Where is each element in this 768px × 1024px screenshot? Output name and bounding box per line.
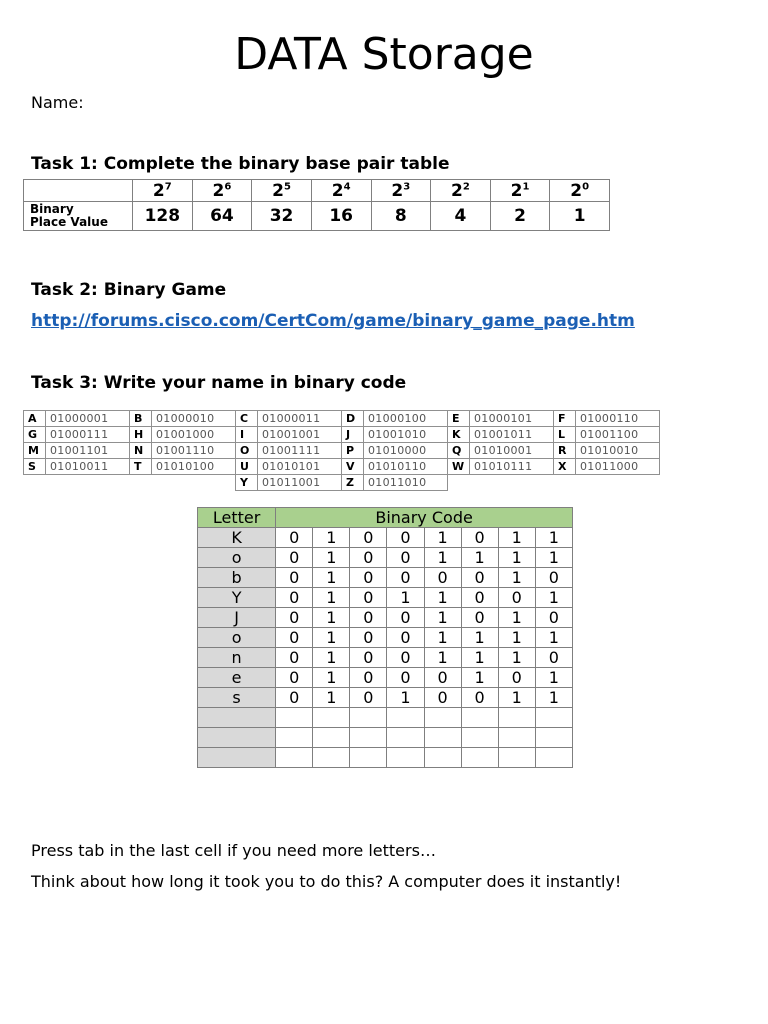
power-header-cell: $2^1$ [490,180,550,202]
bit-cell[interactable]: 1 [313,528,350,548]
ascii-letter: Z [342,475,364,491]
place-value-corner-cell[interactable] [24,180,133,202]
bit-cell[interactable]: 0 [387,608,424,628]
table-row [198,588,573,608]
letter-column-header: Letter [198,508,276,528]
ascii-letter: M [24,443,46,459]
bit-cell[interactable]: 0 [461,568,498,588]
bit-cell[interactable]: 1 [498,548,535,568]
bit-cell[interactable]: 1 [498,568,535,588]
bit-cell[interactable]: 0 [461,588,498,608]
table-row [198,668,573,688]
ascii-code: 01010111 [470,459,554,475]
bit-cell[interactable]: 0 [350,528,387,548]
ascii-letter: P [342,443,364,459]
ascii-code [152,475,236,491]
ascii-letter: C [236,411,258,427]
bit-cell[interactable]: 1 [313,588,350,608]
bit-cell[interactable] [461,748,498,768]
letter-cell[interactable]: n [198,648,276,668]
bit-cell[interactable]: 1 [498,608,535,628]
letter-cell[interactable]: s [198,688,276,708]
ascii-row [24,411,660,427]
ascii-code: 01010101 [258,459,342,475]
power-header-cell: $2^3$ [371,180,431,202]
place-value-cell[interactable]: 128 [133,202,193,231]
ascii-code: 01001011 [470,427,554,443]
ascii-letter: Y [236,475,258,491]
ascii-code: 01001100 [576,427,660,443]
bit-cell[interactable]: 0 [276,608,313,628]
ascii-code: 01001111 [258,443,342,459]
bit-cell[interactable]: 0 [461,608,498,628]
ascii-code: 01000011 [258,411,342,427]
bit-cell[interactable]: 0 [424,568,461,588]
bit-cell[interactable]: 0 [350,588,387,608]
bit-cell[interactable]: 1 [461,648,498,668]
bit-cell[interactable]: 0 [461,688,498,708]
bit-cell[interactable]: 0 [461,528,498,548]
place-value-cell[interactable]: 16 [311,202,371,231]
bit-cell[interactable]: 1 [535,528,572,548]
place-value-cell[interactable]: 1 [550,202,610,231]
ascii-code: 01011001 [258,475,342,491]
bit-cell[interactable]: 0 [350,688,387,708]
letter-cell[interactable] [198,708,276,728]
bit-cell[interactable]: 1 [313,648,350,668]
power-header-cell: $2^5$ [252,180,312,202]
bit-cell[interactable]: 0 [276,528,313,548]
ascii-code: 01001000 [152,427,236,443]
bit-cell[interactable]: 1 [313,668,350,688]
table-row [198,728,573,748]
ascii-letter: N [130,443,152,459]
bit-cell[interactable]: 0 [276,648,313,668]
bit-cell[interactable]: 0 [350,608,387,628]
bit-cell[interactable]: 0 [350,548,387,568]
bit-cell[interactable]: 1 [498,528,535,548]
ascii-letter: X [554,459,576,475]
bit-cell[interactable]: 1 [387,688,424,708]
bit-cell[interactable]: 1 [424,628,461,648]
table-row [198,628,573,648]
ascii-row [24,459,660,475]
ascii-code [576,475,660,491]
bit-cell[interactable]: 1 [498,648,535,668]
bit-cell[interactable] [535,728,572,748]
bit-cell[interactable]: 0 [424,688,461,708]
binary-game-link[interactable]: http://forums.cisco.com/CertCom/game/binary_game_page.htm [31,311,635,331]
ascii-code: 01010001 [470,443,554,459]
bit-cell[interactable] [387,708,424,728]
bit-cell[interactable] [461,728,498,748]
bit-cell[interactable] [424,708,461,728]
table-row [198,528,573,548]
ascii-code: 01001101 [46,443,130,459]
task3-heading: Task 3: Write your name in binary code [31,373,407,393]
ascii-code: 01000110 [576,411,660,427]
bit-cell[interactable]: 0 [276,668,313,688]
binary-code-column-header: Binary Code [276,508,573,528]
bit-cell[interactable]: 0 [276,588,313,608]
bit-cell[interactable]: 1 [535,588,572,608]
place-value-table [23,179,610,231]
bit-cell[interactable]: 0 [387,568,424,588]
place-value-cell[interactable]: 8 [371,202,431,231]
bit-cell[interactable] [276,748,313,768]
ascii-letter: E [448,411,470,427]
bit-cell[interactable]: 1 [535,628,572,648]
ascii-code: 01010110 [364,459,448,475]
letter-cell[interactable]: e [198,668,276,688]
bit-cell[interactable] [350,708,387,728]
table-row [198,748,573,768]
letter-cell[interactable]: o [198,548,276,568]
bit-cell[interactable] [498,748,535,768]
bit-cell[interactable]: 1 [424,608,461,628]
ascii-letter: S [24,459,46,475]
bit-cell[interactable]: 1 [461,628,498,648]
ascii-letter: U [236,459,258,475]
table-row [198,548,573,568]
ascii-letter: Q [448,443,470,459]
bit-cell[interactable]: 1 [387,588,424,608]
bit-cell[interactable] [350,748,387,768]
place-value-cell[interactable]: 64 [192,202,252,231]
bit-cell[interactable] [387,748,424,768]
bit-cell[interactable] [424,728,461,748]
ascii-letter: I [236,427,258,443]
bit-cell[interactable]: 0 [498,588,535,608]
bit-cell[interactable]: 1 [535,688,572,708]
ascii-letter: J [342,427,364,443]
table-row [198,648,573,668]
bit-cell[interactable]: 1 [498,628,535,648]
power-header-cell: $2^4$ [311,180,371,202]
place-value-cell[interactable]: 4 [431,202,491,231]
bit-cell[interactable]: 0 [276,628,313,648]
page-title: DATA Storage [234,29,534,80]
bit-cell[interactable] [535,708,572,728]
ascii-letter: H [130,427,152,443]
bit-cell[interactable]: 1 [535,548,572,568]
bit-cell[interactable] [387,728,424,748]
letter-cell[interactable]: J [198,608,276,628]
ascii-code: 01010100 [152,459,236,475]
bit-cell[interactable]: 0 [387,648,424,668]
bit-cell[interactable]: 1 [424,648,461,668]
bit-cell[interactable]: 0 [424,668,461,688]
ascii-letter: A [24,411,46,427]
bit-cell[interactable]: 0 [387,668,424,688]
table-row [198,568,573,588]
bit-cell[interactable]: 1 [461,668,498,688]
bit-cell[interactable]: 1 [313,608,350,628]
ascii-letter: K [448,427,470,443]
ascii-row [24,443,660,459]
letter-cell[interactable]: o [198,628,276,648]
bit-cell[interactable]: 0 [276,568,313,588]
ascii-code: 01000101 [470,411,554,427]
bit-cell[interactable]: 0 [387,628,424,648]
bit-cell[interactable]: 0 [350,568,387,588]
place-value-row-label: Binary Place Value [24,202,133,231]
ascii-code: 01000010 [152,411,236,427]
bit-cell[interactable]: 1 [313,688,350,708]
table-row [198,608,573,628]
table-row [198,688,573,708]
bit-cell[interactable]: 0 [535,608,572,628]
ascii-code: 01010000 [364,443,448,459]
place-value-cell[interactable]: 32 [252,202,312,231]
ascii-row [24,427,660,443]
bit-cell[interactable]: 1 [424,548,461,568]
bit-cell[interactable] [461,708,498,728]
ascii-letter [130,475,152,491]
bit-cell[interactable]: 1 [313,568,350,588]
bit-cell[interactable]: 1 [313,628,350,648]
bit-cell[interactable]: 0 [387,528,424,548]
ascii-letter: G [24,427,46,443]
ascii-letter [448,475,470,491]
bit-cell[interactable] [313,708,350,728]
power-header-cell: $2^6$ [192,180,252,202]
task1-heading: Task 1: Complete the binary base pair table [31,154,450,174]
bit-cell[interactable]: 0 [276,548,313,568]
bit-cell[interactable]: 1 [461,548,498,568]
table-row [198,708,573,728]
note-computer-speed: Think about how long it took you to do this? A computer does it instantly! [31,872,622,891]
letter-cell[interactable] [198,728,276,748]
ascii-letter: D [342,411,364,427]
bit-cell[interactable]: 0 [535,648,572,668]
power-header-cell: $2^0$ [550,180,610,202]
bit-cell[interactable] [350,728,387,748]
bit-cell[interactable] [424,748,461,768]
bit-cell[interactable] [276,708,313,728]
bit-cell[interactable]: 0 [350,648,387,668]
bit-cell[interactable]: 1 [424,588,461,608]
bit-cell[interactable] [313,748,350,768]
ascii-code: 01001010 [364,427,448,443]
power-header-cell: $2^2$ [431,180,491,202]
ascii-letter: L [554,427,576,443]
ascii-letter: O [236,443,258,459]
task2-heading: Task 2: Binary Game [31,280,227,300]
ascii-code: 01001110 [152,443,236,459]
note-more-letters: Press tab in the last cell if you need more letters… [31,841,436,860]
bit-cell[interactable]: 0 [535,568,572,588]
ascii-code: 01010011 [46,459,130,475]
ascii-code: 01011000 [576,459,660,475]
bit-cell[interactable]: 0 [387,548,424,568]
ascii-code: 01010010 [576,443,660,459]
ascii-code: 01000111 [46,427,130,443]
bit-cell[interactable]: 1 [498,688,535,708]
bit-cell[interactable]: 1 [424,528,461,548]
name-label: Name: [31,93,84,112]
ascii-letter: R [554,443,576,459]
letter-cell[interactable]: Y [198,588,276,608]
ascii-reference-table [23,410,660,491]
ascii-code: 01001001 [258,427,342,443]
ascii-code: 01000100 [364,411,448,427]
ascii-letter: V [342,459,364,475]
ascii-code [46,475,130,491]
letter-cell[interactable]: K [198,528,276,548]
ascii-letter: F [554,411,576,427]
bit-cell[interactable]: 1 [313,548,350,568]
ascii-code: 01011010 [364,475,448,491]
ascii-row [24,475,660,491]
bit-cell[interactable]: 0 [276,688,313,708]
bit-cell[interactable] [498,708,535,728]
letter-cell[interactable]: b [198,568,276,588]
bit-cell[interactable] [313,728,350,748]
bit-cell[interactable] [276,728,313,748]
bit-cell[interactable]: 1 [535,668,572,688]
power-header-cell: $2^7$ [133,180,193,202]
binary-name-table [197,507,573,768]
ascii-letter: T [130,459,152,475]
place-value-cell[interactable]: 2 [490,202,550,231]
ascii-code [470,475,554,491]
ascii-letter: W [448,459,470,475]
bit-cell[interactable]: 0 [498,668,535,688]
ascii-code: 01000001 [46,411,130,427]
bit-cell[interactable]: 0 [350,628,387,648]
letter-cell[interactable] [198,748,276,768]
bit-cell[interactable] [535,748,572,768]
ascii-letter [554,475,576,491]
ascii-letter: B [130,411,152,427]
ascii-letter [24,475,46,491]
bit-cell[interactable]: 0 [350,668,387,688]
bit-cell[interactable] [498,728,535,748]
